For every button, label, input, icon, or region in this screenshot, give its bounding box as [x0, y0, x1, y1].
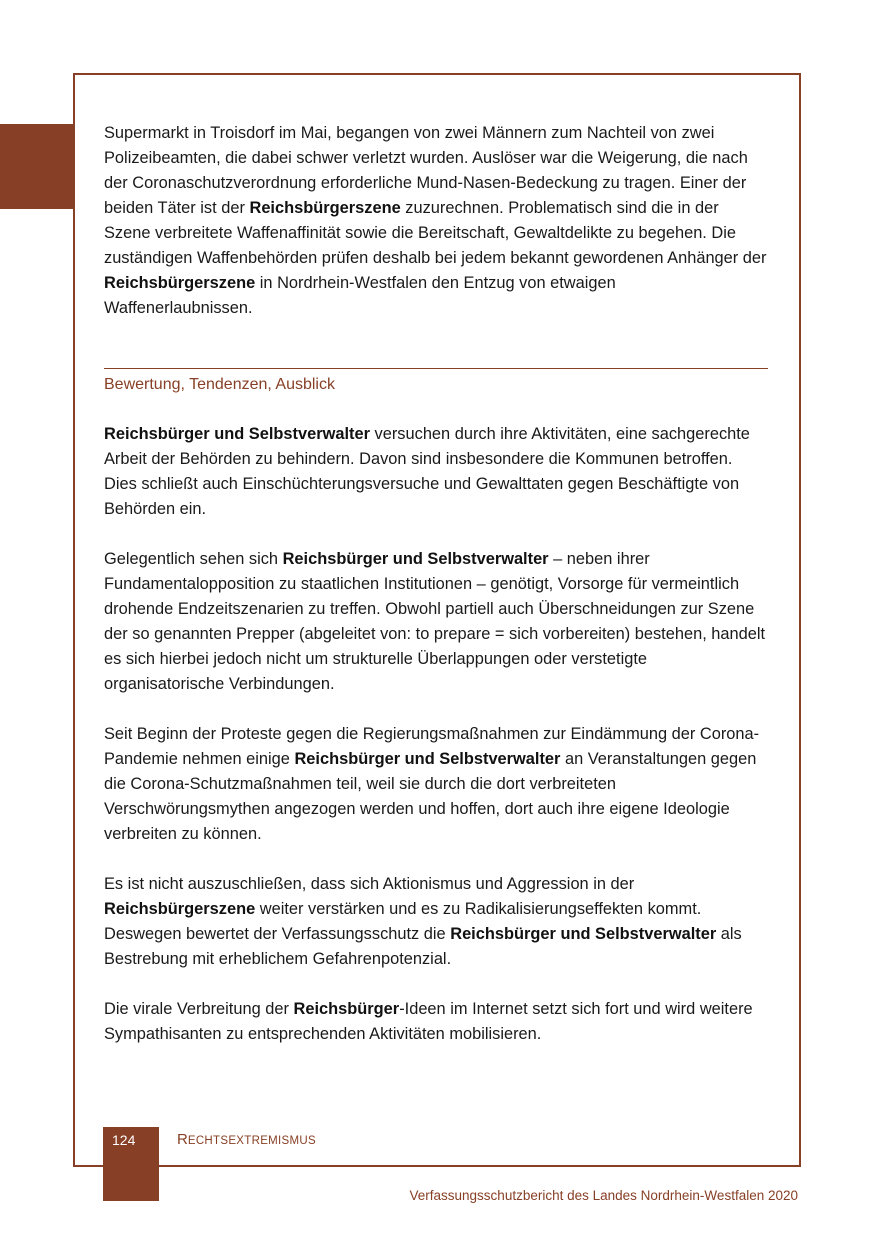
- bold-term: Reichsbürgerszene: [104, 900, 256, 918]
- bold-term: Reichsbürger und Selbstverwalter: [104, 425, 370, 443]
- assessment-paragraph-1: Reichsbürger und Selbstverwalter versuchen durch ihre Aktivitäten, eine sachgerechte Arbeit der Behörden zu behindern. Davon sind insbesondere die Kommunen betroffen. Dies schließt auch Einschüchterungsversuche und Gewalttaten gegen Beschäftigte von Behörden ein.: [104, 425, 750, 518]
- bold-term: Reichsbürger und Selbstverwalter: [450, 925, 717, 943]
- assessment-paragraph-5: Die virale Verbreitung der Reichsbürger-Ideen im Internet setzt sich fort und wird weitere Sympathisanten zu entsprechenden Aktivitäten mobilisieren.: [104, 1000, 753, 1043]
- assessment-paragraph-2: Gelegentlich sehen sich Reichsbürger und Selbstverwalter – neben ihrer Fundamentalopposition zu staatlichen Institutionen – genötigt, Vorsorge für vermeintlich drohende Endzeitszenarien zu treffen. Obwohl partiell auch Überschneidungen zur Szene der so genannten Prepper (abgeleitet von: to prepare = sich vorbereiten) bestehen, handelt es sich hierbei jedoch nicht um strukturelle Überlappungen oder verstetigte organisatorische Verbindungen.: [104, 550, 766, 693]
- bold-term: Reichsbürger und Selbstverwalter: [282, 550, 549, 568]
- page-number: 124: [103, 1127, 159, 1201]
- footer-report-title: Verfassungsschutzbericht des Landes Nordrhein-Westfalen 2020: [409, 1188, 798, 1203]
- section-heading: Bewertung, Tendenzen, Ausblick: [104, 376, 335, 393]
- intro-paragraph: Supermarkt in Troisdorf im Mai, begangen von zwei Männern zum Nachteil von zwei Polizeibeamten, die dabei schwer verletzt wurden. Auslöser war die Weigerung, die nach der Coronaschutzverordnung erforderliche Mund-Nasen-Bedeckung zu tragen. Einer der beiden Täter ist der Reichsbürgerszene zuzurechnen. Problematisch sind die in der Szene verbreitete Waffenaffinität sowie die Bereitschaft, Gewaltdelikte zu begehen. Die zuständigen Waffenbehörden prüfen deshalb bei jedem bekannt gewordenen Anhänger der Reichsbürgerszene in Nordrhein-Westfalen den Entzug von etwaigen Waffenerlaubnissen.: [104, 124, 767, 317]
- assessment-paragraph-3: Seit Beginn der Proteste gegen die Regierungsmaßnahmen zur Eindämmung der Corona-Pandemie nehmen einige Reichsbürger und Selbstverwalter an Veranstaltungen gegen die Corona-Schutzmaßnahmen teil, weil sie durch die dort verbreiteten Verschwörungsmythen angezogen werden und hoffen, dort auch ihre eigene Ideologie verbreiten zu können.: [104, 725, 760, 843]
- section-label: RECHTSEXTREMISMUS: [177, 1131, 316, 1148]
- page-content: [104, 121, 768, 1072]
- bold-term: Reichsbürger: [293, 1000, 400, 1018]
- bold-term: Reichsbürger und Selbstverwalter: [294, 750, 561, 768]
- assessment-paragraph-4: Es ist nicht auszuschließen, dass sich Aktionismus und Aggression in der Reichsbürgerszene weiter verstärken und es zu Radikalisierungseffekten kommt. Deswegen bewertet der Verfassungsschutz die Reichsbürger und Selbstverwalter als Bestrebung mit erheblichem Gefahrenpotenzial.: [104, 875, 742, 968]
- chapter-side-tab: [0, 124, 73, 209]
- bold-term: Reichsbürgerszene: [249, 199, 401, 217]
- section-divider: [104, 368, 768, 369]
- bold-term: Reichsbürgerszene: [104, 274, 256, 292]
